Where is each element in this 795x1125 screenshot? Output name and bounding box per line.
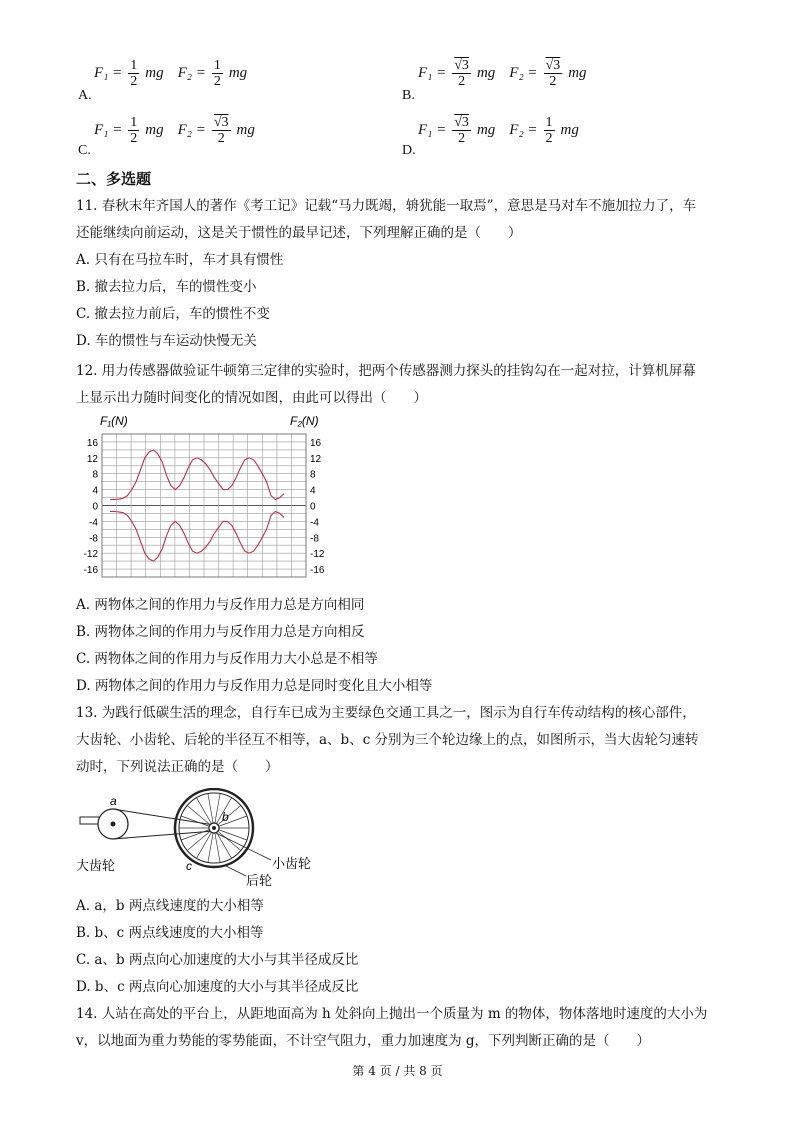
formula-f1-lhs: F₁ = xyxy=(94,122,123,138)
fraction: $\frac{√3}{2}$ xyxy=(454,115,469,146)
fraction: $\frac{1}{2}$ xyxy=(130,115,138,146)
right-tick-label: 8 xyxy=(310,469,316,481)
series-line-f2 xyxy=(110,512,284,562)
question-13-options xyxy=(76,893,358,1001)
option-d: D. 车的惯性与车运动快慢无关 xyxy=(76,333,257,349)
fraction: $\frac{√3}{2}$ xyxy=(454,58,469,89)
left-tick-label: -4 xyxy=(89,517,98,529)
fraction: $\frac{√3}{2}$ xyxy=(545,58,561,89)
left-tick-label: -16 xyxy=(83,565,98,577)
right-tick-label: 16 xyxy=(310,437,322,449)
rear-wheel-label: 后轮 xyxy=(246,873,273,888)
left-tick-label: 4 xyxy=(92,485,98,497)
small-gear-axle xyxy=(212,826,216,830)
option-letter: A. xyxy=(78,88,92,103)
left-axis-label: F₁(N) xyxy=(100,414,128,428)
q10-option-d xyxy=(402,115,579,158)
formula-f1-lhs: F₁ = xyxy=(418,65,447,81)
option-letter: C. xyxy=(78,143,91,158)
formula-f2-tail: mg xyxy=(236,122,255,138)
formula-f2-lhs: F₂ = xyxy=(509,65,538,81)
right-axis-label: F₂(N) xyxy=(290,414,319,428)
question-stem: 14. 人站在高处的平台上，从距地面高为 h 处斜向上抛出一个质量为 m 的物体，物体落地时速度的大小为 xyxy=(76,1006,708,1022)
point-a-label: a xyxy=(110,794,117,808)
formula-f2-tail: mg xyxy=(568,65,587,81)
option-a: A. 两物体之间的作用力与反作用力总是方向相同 xyxy=(76,597,365,613)
q10-option-b xyxy=(402,58,587,103)
small-gear-leader xyxy=(216,833,271,860)
small-gear-label: 小齿轮 xyxy=(272,856,312,871)
formula-f1-tail: mg xyxy=(145,65,164,81)
big-gear-label: 大齿轮 xyxy=(76,858,116,873)
chart-grid xyxy=(102,434,306,577)
option-a: A. a，b 两点线速度的大小相等 xyxy=(76,898,264,914)
question-14 xyxy=(76,1001,707,1055)
chain-bottom xyxy=(113,831,214,839)
q10-option-a xyxy=(78,58,248,103)
right-tick-label: 12 xyxy=(310,453,322,465)
question-12-options xyxy=(76,592,432,700)
option-letter: B. xyxy=(402,88,415,103)
right-tick-label: -8 xyxy=(310,533,319,545)
question-stem: 11. 春秋末年齐国人的著作《考工记》记载“马力既竭，辀犹能一取焉”，意思是马对车不施加拉力了，车 xyxy=(76,198,697,214)
section-title: 二、多选题 xyxy=(76,170,152,188)
right-tick-label: -16 xyxy=(310,565,325,577)
force-time-chart xyxy=(76,412,336,584)
question-stem: 还能继续向前运动，这是关于惯性的最早记述，下列理解正确的是（ ） xyxy=(76,225,522,241)
left-tick-labels xyxy=(84,438,99,576)
question-stem: 13. 为践行低碳生活的理念，自行车已成为主要绿色交通工具之一，图示为自行车传动结构的核心部件， xyxy=(76,705,696,721)
formula-f2-lhs: F₂ = xyxy=(177,122,206,138)
left-tick-label: -8 xyxy=(89,533,98,545)
right-tick-label: -4 xyxy=(310,517,319,529)
left-tick-label: 16 xyxy=(86,437,98,449)
formula-f2-tail: mg xyxy=(560,122,579,138)
right-tick-label: 0 xyxy=(310,501,316,513)
formula-f2-tail: mg xyxy=(228,65,248,81)
option-c: C. 撤去拉力前后，车的惯性不变 xyxy=(76,306,270,322)
right-tick-label: 4 xyxy=(310,485,316,497)
option-letter: D. xyxy=(402,143,416,158)
fraction: $\frac{1}{2}$ xyxy=(213,58,221,89)
formula-f2-lhs: F₂ = xyxy=(509,122,538,138)
q10-option-c xyxy=(78,115,255,158)
big-gear-axle xyxy=(111,822,116,827)
option-c: C. 两物体之间的作用力与反作用力大小总是不相等 xyxy=(76,651,378,667)
right-tick-labels xyxy=(310,438,325,576)
question-13 xyxy=(76,700,699,781)
option-b: B. b、c 两点线速度的大小相等 xyxy=(76,925,264,941)
left-tick-label: 0 xyxy=(92,501,98,513)
fraction: $\frac{1}{2}$ xyxy=(130,58,138,89)
option-c: C. a、b 两点向心加速度的大小与其半径成反比 xyxy=(76,952,359,968)
question-11 xyxy=(76,193,696,355)
option-b: B. 两物体之间的作用力与反作用力总是方向相反 xyxy=(76,624,365,640)
question-stem: v，以地面为重力势能的零势能面，不计空气阻力，重力加速度为 g，下列判断正确的是（ ） xyxy=(76,1033,651,1049)
formula-f1-lhs: F₁ = xyxy=(418,122,447,138)
point-c-label: c xyxy=(186,859,192,873)
page-footer: 第 4 页 / 共 8 页 xyxy=(352,1064,443,1078)
point-b-label: b xyxy=(222,810,229,824)
formula-f2-lhs: F₂ = xyxy=(177,65,206,81)
left-tick-label: -12 xyxy=(83,549,98,561)
right-tick-label: -12 xyxy=(310,549,325,561)
formula-f1-tail: mg xyxy=(145,122,164,138)
bicycle-transmission-diagram xyxy=(76,788,336,888)
left-tick-label: 12 xyxy=(86,453,98,465)
option-b: B. 撤去拉力后，车的惯性变小 xyxy=(76,279,257,295)
fraction: $\frac{√3}{2}$ xyxy=(213,115,229,146)
question-stem: 12. 用力传感器做验证牛顿第三定律的实验时，把两个传感器测力探头的挂钩勾在一起对拉，计算机屏幕 xyxy=(76,363,696,379)
question-stem: 上显示出力随时间变化的情况如图，由此可以得出（ ） xyxy=(76,390,427,406)
series-line-f1 xyxy=(110,450,284,500)
fraction: $\frac{1}{2}$ xyxy=(545,115,553,146)
formula-f1-lhs: F₁ = xyxy=(94,65,123,81)
pedal-crank xyxy=(80,817,100,824)
question-stem: 大齿轮、小齿轮、后轮的半径互不相等，a、b、c 分别为三个轮边缘上的点，如图所示，当大齿轮匀速转 xyxy=(76,732,699,748)
rear-wheel-leader xyxy=(226,866,246,876)
option-d: D. 两物体之间的作用力与反作用力总是同时变化且大小相等 xyxy=(76,678,433,694)
question-stem: 动时，下列说法正确的是（ ） xyxy=(76,759,279,775)
formula-f1-tail: mg xyxy=(476,122,496,138)
option-d: D. b、c 两点向心加速度的大小与其半径成反比 xyxy=(76,979,359,995)
question-12 xyxy=(76,358,696,412)
option-a: A. 只有在马拉车时，车才具有惯性 xyxy=(76,252,284,268)
left-tick-label: 8 xyxy=(92,469,98,481)
formula-f1-tail: mg xyxy=(476,65,496,81)
